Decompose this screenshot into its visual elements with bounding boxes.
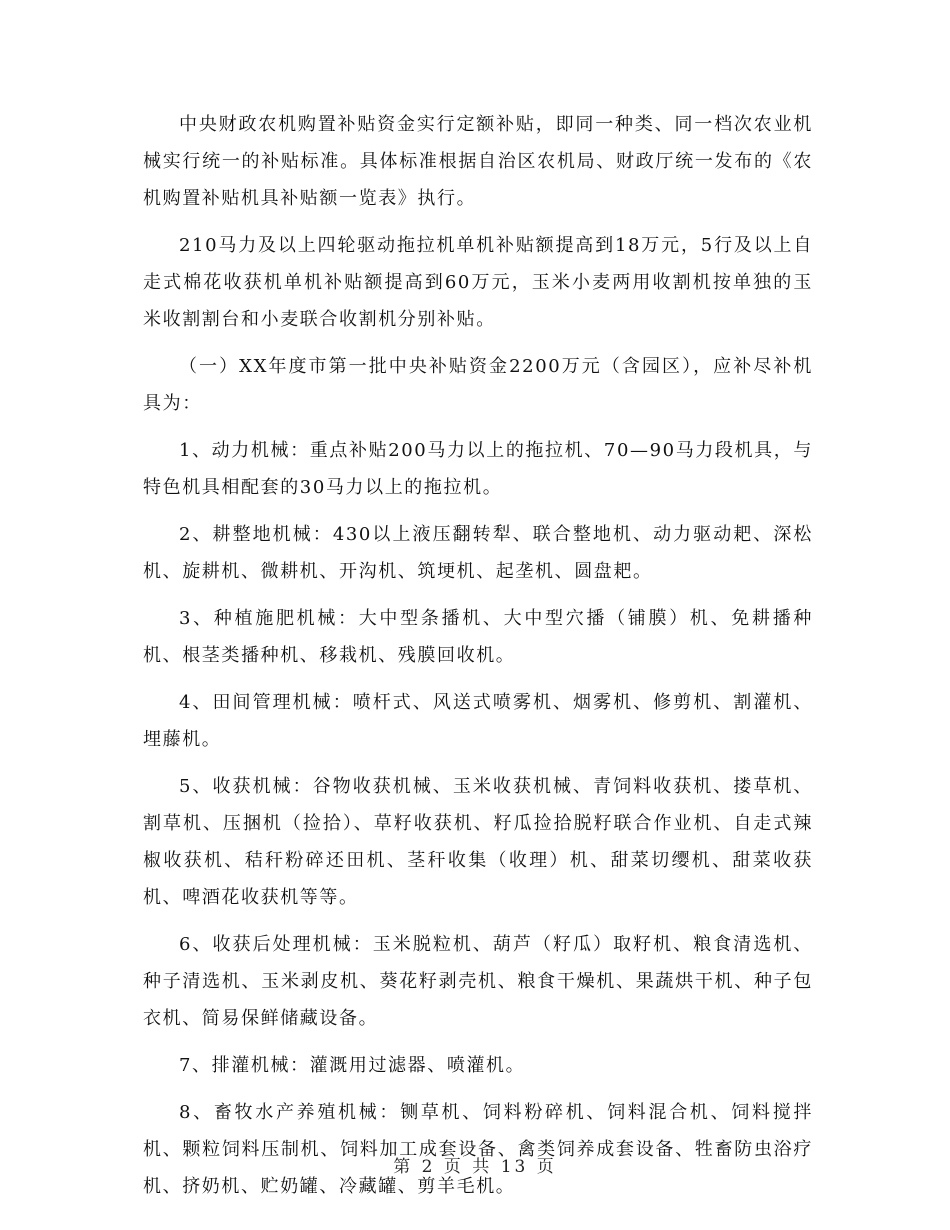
document-body: [143, 106, 813, 1215]
paragraph-subsidy-policy: 中央财政农机购置补贴资金实行定额补贴，即同一种类、同一档次农业机械实行统一的补贴标准。具体标准根据自治区农机局、财政厅统一发布的《农机购置补贴机具补贴额一览表》执行。: [143, 114, 813, 209]
paragraph-irrigation-machinery: 7、排灌机械：灌溉用过滤器、喷灌机。: [179, 1055, 526, 1076]
paragraph-planting-machinery: 3、种植施肥机械：大中型条播机、大中型穴播（铺膜）机、免耕播种机、根茎类播种机、移栽机、残膜回收机。: [143, 608, 813, 666]
paragraph-post-harvest-machinery: 6、收获后处理机械：玉米脱粒机、葫芦（籽瓜）取籽机、粮食清选机、种子清选机、玉米剥皮机、葵花籽剥壳机、粮食干燥机、果蔬烘干机、种子包衣机、简易保鲜储藏设备。: [143, 934, 813, 1029]
paragraph-field-management-machinery: 4、田间管理机械：喷杆式、风送式喷雾机、烟雾机、修剪机、割灌机、埋藤机。: [143, 692, 813, 750]
paragraph-power-machinery: 1、动力机械：重点补贴200马力以上的拖拉机、70—90马力段机具，与特色机具相配套的30马力以上的拖拉机。: [143, 440, 813, 498]
paragraph-first-batch-funds: （一）XX年度市第一批中央补贴资金2200万元（含园区），应补尽补机具为：: [143, 356, 813, 414]
paragraph-livestock-machinery: 8、畜牧水产养殖机械：铡草机、饲料粉碎机、饲料混合机、饲料搅拌机、颗粒饲料压制机、饲料加工成套设备、禽类饲养成套设备、牲畜防虫浴疗机、挤奶机、贮奶罐、冷藏罐、剪羊毛机。: [143, 1102, 813, 1197]
paragraph-harvesting-machinery: 5、收获机械：谷物收获机械、玉米收获机械、青饲料收获机、搂草机、割草机、压捆机（捡拾）、草籽收获机、籽瓜捡拾脱籽联合作业机、自走式辣椒收获机、秸秆粉碎还田机、茎秆收集（收理）机、甜菜切缨机、甜菜收获机、啤酒花收获机等等。: [143, 776, 813, 908]
paragraph-subsidy-increase: 210马力及以上四轮驱动拖拉机单机补贴额提高到18万元，5行及以上自走式棉花收获机单机补贴额提高到60万元，玉米小麦两用收割机按单独的玉米收割割台和小麦联合收割机分别补贴。: [143, 235, 813, 330]
paragraph-tillage-machinery: 2、耕整地机械：430以上液压翻转犁、联合整地机、动力驱动耙、深松机、旋耕机、微耕机、开沟机、筑埂机、起垄机、圆盘耙。: [143, 524, 813, 582]
page-number-footer: 第 2 页 共 13 页: [393, 1157, 557, 1177]
